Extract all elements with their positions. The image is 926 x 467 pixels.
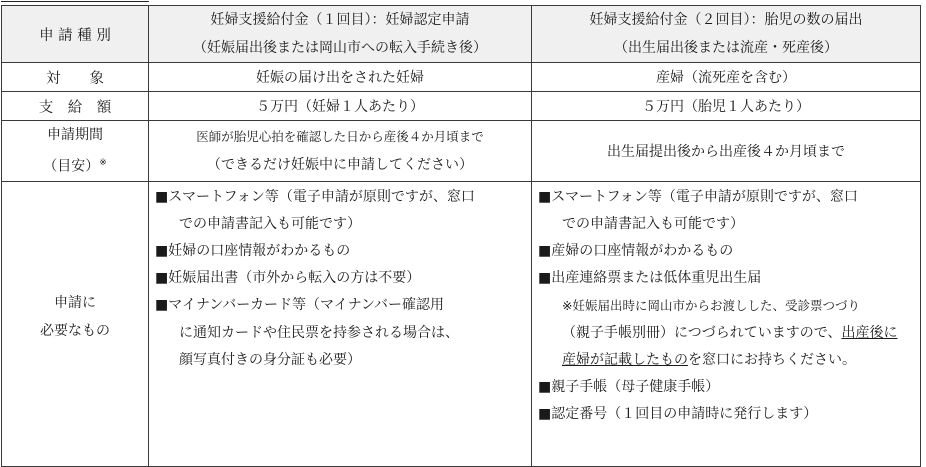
header-row [2, 6, 921, 63]
amount-label-cell [2, 92, 149, 121]
category-header: 申 請 種 別 [39, 27, 111, 44]
target-row [2, 63, 921, 92]
target-first-cell: 妊娠の届け出をされた妊婦 [149, 63, 532, 92]
note-line: ※妊娠届出時に岡山市からお渡しした、受診票つづり [562, 298, 860, 314]
period-row [2, 121, 921, 182]
list-item: ■妊娠届出書（市外から転入の方は不要） [155, 270, 421, 287]
period-first-cell [149, 121, 532, 182]
first-payment-title: 妊婦支援給付金（１回目）：妊婦認定申請 [210, 12, 470, 28]
first-payment-subtitle: （妊娠届出後または岡山市への転入手続き後） [193, 40, 487, 56]
underlined-text: 産婦が記載したもの [562, 351, 688, 368]
list-item: ■親子手帳（母子健康手帳） [538, 379, 720, 396]
first-payment-header-cell [149, 6, 532, 63]
list-item: ■認定番号（１回目の申請時に発行します） [538, 406, 818, 423]
list-item: に通知カードや住民票を持参される場合は、 [179, 324, 459, 341]
required-second-list [532, 182, 920, 429]
target-label-cell [2, 63, 149, 92]
note-text: を [688, 351, 702, 368]
list-item: での申請書記入も可能です） [179, 215, 361, 232]
note-text: （親子手帳別冊）につづられていますので、 [562, 324, 842, 341]
list-item: ■マイナンバーカード等（マイナンバー確認用 [155, 297, 445, 314]
amount-row [2, 92, 921, 121]
list-item: 顔写真付きの身分証も必要） [179, 351, 361, 368]
period-label: 申請期間 [47, 127, 103, 143]
amount-first-cell: ５万円（妊婦１人あたり） [149, 92, 532, 121]
required-second-cell [532, 181, 921, 466]
list-item: ■出産連絡票または低体重児出生届 [538, 270, 762, 287]
required-label-cell [2, 181, 149, 466]
note-line [538, 347, 920, 374]
underlined-text: 出産後に [841, 324, 898, 341]
amount-second-cell: ５万円（胎児１人あたり） [532, 92, 921, 121]
period-first-line1: 医師が胎児心拍を確認した日から産後４か月頃まで [196, 128, 484, 144]
target-second-cell: 産婦（流死産を含む） [532, 63, 921, 92]
period-first-line2: （できるだけ妊娠中に申請してください） [207, 156, 473, 173]
list-item: ■スマートフォン等（電子申請が原則ですが、窓口 [538, 188, 858, 205]
period-note-mark: ※ [99, 158, 107, 168]
second-payment-header-cell [532, 6, 921, 63]
note-line [538, 320, 920, 347]
top-rule [1, 1, 149, 2]
required-first-cell [149, 181, 532, 466]
second-payment-subtitle: （出生届出後または流産・死産後） [614, 40, 838, 56]
required-row [2, 181, 921, 466]
second-payment-title: 妊婦支援給付金（２回目）：胎児の数の届出 [589, 12, 863, 28]
required-label-line2: 必要なもの [40, 322, 110, 339]
period-label-cell [2, 121, 149, 182]
period-label-estimate [2, 149, 148, 181]
list-item: ■妊婦の口座情報がわかるもの [155, 243, 351, 260]
required-first-list [149, 182, 531, 374]
list-item: ■産婦の口座情報がわかるもの [538, 243, 734, 260]
list-item: ■スマートフォン等（電子申請が原則ですが、窓口 [155, 188, 475, 205]
benefit-table [1, 5, 921, 467]
period-estimate-text: （目安） [43, 158, 100, 175]
amount-label: 支 給 額 [38, 99, 112, 116]
list-item: での申請書記入も可能です） [562, 215, 744, 232]
required-label-line1: 申請に [54, 294, 96, 311]
note-text: 窓口にお持ちください。 [702, 351, 856, 368]
target-label: 対 象 [46, 70, 104, 87]
period-second-cell: 出生届提出後から出産後４か月頃まで [532, 121, 921, 182]
category-header-cell [2, 6, 149, 63]
